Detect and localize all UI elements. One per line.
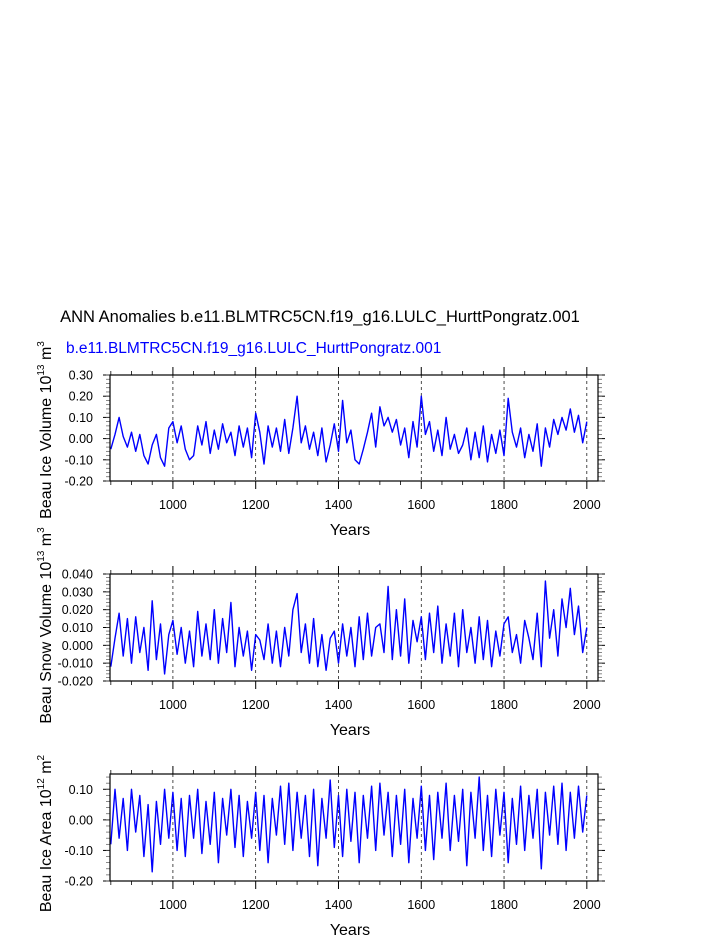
y-tick-label: 0.000 [61,638,93,653]
y-axis-label-ylabel-unit-exp: 3 [36,527,47,533]
x-tick-label: 1600 [407,898,436,912]
x-tick-label: 1400 [324,698,353,712]
y-axis-label-ylabel: Beau Snow Volume 10 [38,561,55,724]
plot-frame [110,574,598,681]
y-tick-label: 0.020 [61,603,93,618]
x-tick-label: 1800 [490,898,518,912]
y-axis-label-ylabel-exp: 13 [36,364,47,376]
panel-1 [36,341,605,539]
y-axis-label-ylabel-unit: m [38,532,55,551]
panel-3 [36,754,605,935]
x-tick-label: 1200 [241,898,270,912]
x-tick-label: 2000 [572,898,601,912]
y-tick-label: 0.040 [61,567,93,582]
x-tick-label: 1400 [324,498,353,512]
y-axis-label-ylabel-unit-exp: 3 [36,341,47,347]
y-axis-label [36,341,55,519]
x-axis-label: Years [329,922,371,935]
series-line [111,581,587,674]
y-axis-label [36,754,55,912]
y-axis-label-ylabel: Beau Ice Volume 10 [38,375,55,519]
y-tick-label: 0.00 [68,432,93,447]
figure-title: ANN Anomalies b.e11.BLMTRC5CN.f19_g16.LULC_HurttPongratz.001 [60,308,580,326]
y-axis-label [36,527,55,724]
x-tick-label: 2000 [572,498,601,512]
y-axis-label-ylabel-unit: m [38,346,55,365]
y-axis-label-ylabel-exp: 13 [36,550,47,562]
y-tick-label: -0.020 [57,674,93,689]
x-tick-label: 1400 [324,898,353,912]
x-tick-label: 2000 [572,698,601,712]
x-tick-label: 1200 [241,698,270,712]
x-tick-label: 1000 [159,498,187,512]
y-tick-label: -0.10 [64,843,93,858]
y-axis-label-ylabel-exp: 12 [36,778,47,790]
x-axis-label: Years [329,722,371,739]
x-tick-label: 1600 [407,698,436,712]
y-axis-label-ylabel-unit-exp: 2 [36,754,47,761]
y-tick-label: 0.30 [68,368,93,383]
x-axis-label: Years [329,522,371,539]
y-tick-label: 0.20 [68,389,93,404]
y-tick-label: 0.10 [68,410,93,425]
y-tick-label: -0.20 [64,874,93,889]
y-tick-label: -0.10 [64,453,93,468]
x-tick-label: 1800 [490,698,518,712]
panel-2 [36,527,605,739]
y-axis-label-ylabel-unit: m [38,760,55,779]
y-axis-label-ylabel: Beau Ice Area 10 [38,789,55,913]
x-tick-label: 1600 [407,498,436,512]
plot-frame [110,375,598,481]
y-tick-label: 0.10 [68,782,93,797]
x-tick-label: 1800 [490,498,518,512]
x-tick-label: 1000 [159,898,187,912]
y-tick-label: -0.20 [64,474,93,489]
series-line [111,396,587,466]
y-tick-label: -0.010 [57,656,93,671]
x-tick-label: 1000 [159,698,187,712]
figure-subtitle: b.e11.BLMTRC5CN.f19_g16.LULC_HurttPongratz.001 [66,340,442,357]
y-tick-label: 0.010 [61,621,93,635]
x-tick-label: 1200 [241,498,270,512]
series-line [111,777,587,872]
y-tick-label: 0.00 [68,813,93,828]
y-tick-label: 0.030 [61,585,93,600]
